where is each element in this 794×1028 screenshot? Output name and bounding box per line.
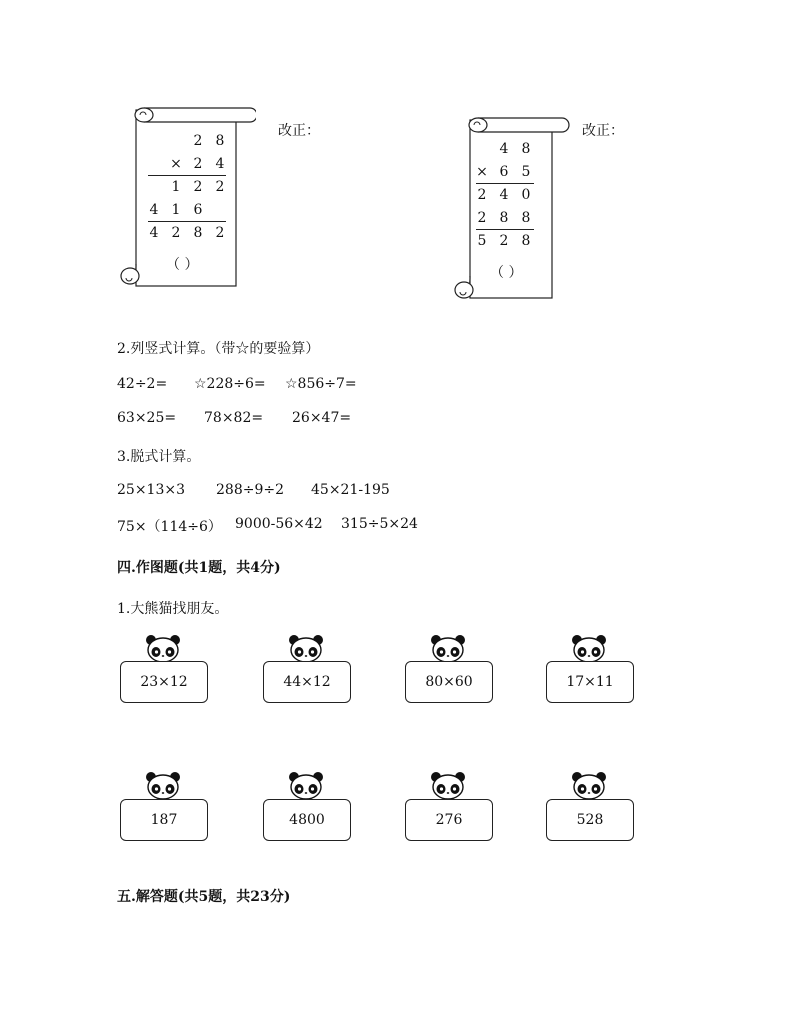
panda-icon: [430, 633, 466, 663]
scroll-1-digit: 2: [215, 225, 225, 241]
scroll-2-digit: 5: [477, 233, 487, 249]
scroll-2-line-2: [476, 229, 534, 230]
scroll-1-digit: 1: [171, 202, 181, 218]
panda-icon: [288, 633, 324, 663]
scroll-2-digit: 8: [521, 210, 531, 226]
scroll-2-digit: 2: [477, 210, 487, 226]
scroll-1-digit: 2: [171, 225, 181, 241]
expression-card[interactable]: 17×11: [546, 661, 634, 703]
problem-2-5: 78×82=: [204, 410, 264, 426]
scroll-2-digit: 6: [499, 164, 509, 180]
section-3-title: 3.脱式计算。: [117, 449, 201, 465]
result-card[interactable]: 187: [120, 799, 208, 841]
problem-3-5: 9000-56×42: [235, 516, 323, 532]
scroll-1-digit: ×: [170, 156, 182, 172]
expression-card[interactable]: 80×60: [405, 661, 493, 703]
scroll-2-digit: 0: [521, 187, 531, 203]
scroll-1-digit: 6: [193, 202, 203, 218]
scroll-1-digit: 1: [171, 179, 181, 195]
expression-card[interactable]: 44×12: [263, 661, 351, 703]
problem-2-4: 63×25=: [117, 410, 177, 426]
scroll-1-digit: 4: [215, 156, 225, 172]
scroll-2-digit: 2: [499, 233, 509, 249]
problem-3-1: 25×13×3: [117, 482, 185, 498]
scroll-2-digit: ×: [476, 164, 488, 180]
panda-icon: [571, 633, 607, 663]
scroll-1-line-1: [148, 175, 226, 176]
scroll-2-digit: 8: [521, 141, 531, 157]
section-5-title: 五.解答题(共5题，共23分): [117, 889, 291, 905]
scroll-1-digit: 8: [193, 225, 203, 241]
scroll-2-digit: 8: [499, 210, 509, 226]
section-4-title: 四.作图题(共1题，共4分): [117, 560, 281, 576]
scroll-1-line-2: [148, 221, 226, 222]
result-card[interactable]: 528: [546, 799, 634, 841]
result-card[interactable]: 276: [405, 799, 493, 841]
scroll-1-correction-label: 改正：: [278, 123, 320, 139]
scroll-1-answer-paren[interactable]: （ ）: [166, 257, 199, 273]
question-4-1: 1.大熊猫找朋友。: [117, 601, 229, 617]
scroll-1-digit: 2: [193, 156, 203, 172]
scroll-2-digit: 4: [499, 141, 509, 157]
scroll-2-line-1: [476, 183, 534, 184]
section-2-title: 2.列竖式计算。（带☆的要验算）: [117, 341, 320, 357]
scroll-1-digit: 8: [215, 133, 225, 149]
scroll-2-answer-paren[interactable]: （ ）: [490, 265, 523, 281]
scroll-1-digit: 2: [193, 179, 203, 195]
scroll-1-digit: 2: [193, 133, 203, 149]
scroll-1-digit: 4: [149, 202, 159, 218]
problem-2-1: 42÷2=: [117, 376, 168, 392]
scroll-1-digit: 2: [215, 179, 225, 195]
panda-icon: [288, 770, 324, 800]
scroll-2-digit: 4: [499, 187, 509, 203]
problem-2-6: 26×47=: [292, 410, 352, 426]
expression-card[interactable]: 23×12: [120, 661, 208, 703]
scroll-2-correction-label: 改正：: [582, 123, 624, 139]
problem-2-2: ☆228÷6=: [194, 376, 266, 392]
result-card[interactable]: 4800: [263, 799, 351, 841]
scroll-2-digit: 8: [521, 233, 531, 249]
panda-icon: [145, 770, 181, 800]
scroll-2-digit: 5: [521, 164, 531, 180]
problem-3-6: 315÷5×24: [341, 516, 418, 532]
scroll-2-digit: 2: [477, 187, 487, 203]
problem-3-4: 75×（114÷6）: [117, 519, 222, 535]
panda-icon: [430, 770, 466, 800]
problem-3-2: 288÷9÷2: [216, 482, 284, 498]
problem-3-3: 45×21-195: [311, 482, 390, 498]
problem-2-3: ☆856÷7=: [285, 376, 357, 392]
scroll-1-digit: 4: [149, 225, 159, 241]
panda-icon: [145, 633, 181, 663]
panda-icon: [571, 770, 607, 800]
